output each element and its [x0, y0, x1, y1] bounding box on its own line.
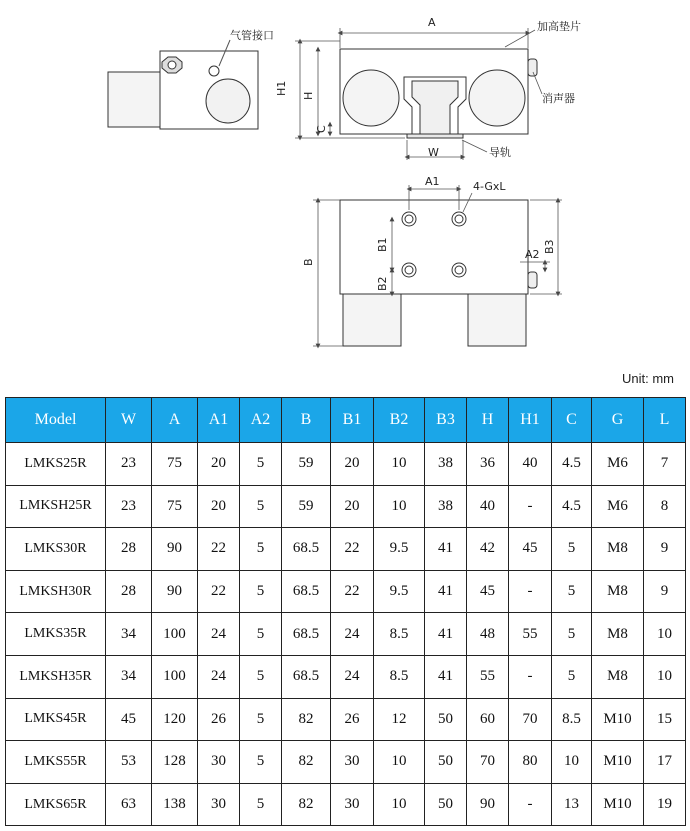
- table-cell: 5: [240, 443, 282, 486]
- table-cell: 60: [467, 698, 509, 741]
- table-cell: 23: [106, 485, 152, 528]
- table-cell: 42: [467, 528, 509, 571]
- table-cell: 9: [644, 570, 686, 613]
- table-cell: 10: [374, 783, 425, 826]
- column-header-g: G: [592, 398, 644, 443]
- table-cell: 45: [106, 698, 152, 741]
- table-cell: 5: [552, 570, 592, 613]
- column-header-w: W: [106, 398, 152, 443]
- table-cell: 70: [467, 741, 509, 784]
- table-cell: 40: [467, 485, 509, 528]
- table-cell: 22: [331, 570, 374, 613]
- dim-h-label: H: [302, 91, 315, 100]
- table-cell: 63: [106, 783, 152, 826]
- table-cell: 90: [467, 783, 509, 826]
- table-row: [6, 528, 686, 571]
- table-cell: 48: [467, 613, 509, 656]
- spacer-label: 加高垫片: [537, 20, 581, 33]
- column-header-b2: B2: [374, 398, 425, 443]
- side-view: [108, 40, 258, 129]
- table-cell: 5: [552, 528, 592, 571]
- table-cell: 10: [374, 443, 425, 486]
- table-cell: 59: [282, 443, 331, 486]
- table-cell: 20: [331, 485, 374, 528]
- column-header-b: B: [282, 398, 331, 443]
- table-cell: -: [509, 783, 552, 826]
- dim-c-label: C: [315, 125, 328, 133]
- table-cell: 5: [240, 485, 282, 528]
- table-cell: 68.5: [282, 613, 331, 656]
- table-cell: M6: [592, 443, 644, 486]
- dim-b-label: B: [302, 258, 315, 266]
- table-cell: 59: [282, 485, 331, 528]
- table-cell: 10: [374, 485, 425, 528]
- table-cell: 15: [644, 698, 686, 741]
- table-cell: M8: [592, 528, 644, 571]
- table-cell: 12: [374, 698, 425, 741]
- table-row: [6, 741, 686, 784]
- table-cell: 82: [282, 698, 331, 741]
- table-cell: 22: [198, 570, 240, 613]
- table-cell: 23: [106, 443, 152, 486]
- dim-a-label: A: [428, 16, 436, 29]
- table-cell: 45: [467, 570, 509, 613]
- table-row: [6, 613, 686, 656]
- dim-a1-label: A1: [425, 175, 440, 188]
- table-cell: 41: [425, 570, 467, 613]
- table-cell: 8.5: [552, 698, 592, 741]
- table-cell: 34: [106, 613, 152, 656]
- table-row: [6, 443, 686, 486]
- table-cell: 68.5: [282, 570, 331, 613]
- table-cell: 90: [152, 528, 198, 571]
- column-header-l: L: [644, 398, 686, 443]
- model-cell: LMKSH30R: [6, 570, 106, 613]
- model-cell: LMKS55R: [6, 741, 106, 784]
- table-cell: M10: [592, 783, 644, 826]
- table-row: [6, 698, 686, 741]
- front-view: [340, 49, 537, 138]
- table-cell: 8.5: [374, 613, 425, 656]
- table-cell: 68.5: [282, 528, 331, 571]
- table-cell: 8: [644, 485, 686, 528]
- table-cell: 9: [644, 528, 686, 571]
- table-cell: 53: [106, 741, 152, 784]
- top-view: [340, 200, 537, 346]
- column-header-b1: B1: [331, 398, 374, 443]
- table-cell: 80: [509, 741, 552, 784]
- table-cell: 50: [425, 741, 467, 784]
- model-cell: LMKSH25R: [6, 485, 106, 528]
- table-cell: 82: [282, 741, 331, 784]
- table-cell: 26: [331, 698, 374, 741]
- table-row: [6, 485, 686, 528]
- table-cell: 26: [198, 698, 240, 741]
- table-cell: 20: [331, 443, 374, 486]
- model-cell: LMKS25R: [6, 443, 106, 486]
- table-cell: 30: [331, 741, 374, 784]
- model-cell: LMKS65R: [6, 783, 106, 826]
- model-cell: LMKS45R: [6, 698, 106, 741]
- table-cell: 45: [509, 528, 552, 571]
- table-cell: 17: [644, 741, 686, 784]
- table-cell: 28: [106, 570, 152, 613]
- table-cell: M8: [592, 655, 644, 698]
- table-cell: 128: [152, 741, 198, 784]
- table-cell: 5: [240, 655, 282, 698]
- table-cell: 20: [198, 485, 240, 528]
- spec-table-body: [6, 443, 686, 826]
- air-port-label: 气管接口: [230, 29, 274, 42]
- table-cell: M10: [592, 698, 644, 741]
- table-cell: 41: [425, 613, 467, 656]
- table-cell: 100: [152, 613, 198, 656]
- table-cell: 41: [425, 528, 467, 571]
- model-cell: LMKS35R: [6, 613, 106, 656]
- table-cell: 34: [106, 655, 152, 698]
- table-cell: 5: [240, 741, 282, 784]
- table-cell: 9.5: [374, 570, 425, 613]
- table-cell: 10: [552, 741, 592, 784]
- table-cell: 28: [106, 528, 152, 571]
- dim-g-label: 4-GxL: [473, 180, 506, 193]
- table-cell: 10: [644, 655, 686, 698]
- table-cell: 13: [552, 783, 592, 826]
- table-cell: 5: [552, 613, 592, 656]
- table-cell: 4.5: [552, 485, 592, 528]
- dim-b2-label: B2: [376, 276, 389, 291]
- dim-w-label: W: [428, 146, 439, 159]
- table-cell: 100: [152, 655, 198, 698]
- table-cell: -: [509, 655, 552, 698]
- dim-a2-label: A2: [525, 248, 540, 261]
- table-cell: 41: [425, 655, 467, 698]
- table-cell: 22: [331, 528, 374, 571]
- table-cell: 24: [331, 613, 374, 656]
- table-cell: 55: [467, 655, 509, 698]
- table-cell: 5: [552, 655, 592, 698]
- column-header-a1: A1: [198, 398, 240, 443]
- table-cell: 50: [425, 698, 467, 741]
- table-cell: 50: [425, 783, 467, 826]
- table-cell: 7: [644, 443, 686, 486]
- column-header-model: Model: [6, 398, 106, 443]
- dim-h1-label: H1: [275, 80, 288, 96]
- table-cell: 5: [240, 570, 282, 613]
- muffler-label: 消声器: [542, 92, 575, 105]
- table-cell: 5: [240, 783, 282, 826]
- table-cell: -: [509, 485, 552, 528]
- table-cell: 24: [198, 613, 240, 656]
- spec-table-header: [6, 398, 686, 443]
- table-cell: 75: [152, 443, 198, 486]
- table-cell: 10: [644, 613, 686, 656]
- table-cell: 5: [240, 528, 282, 571]
- dim-b3-label: B3: [543, 239, 556, 254]
- column-header-c: C: [552, 398, 592, 443]
- table-row: [6, 783, 686, 826]
- table-cell: 38: [425, 485, 467, 528]
- table-cell: 36: [467, 443, 509, 486]
- table-cell: 40: [509, 443, 552, 486]
- column-header-a: A: [152, 398, 198, 443]
- table-cell: 30: [198, 783, 240, 826]
- table-cell: 55: [509, 613, 552, 656]
- table-cell: 38: [425, 443, 467, 486]
- column-header-h: H: [467, 398, 509, 443]
- table-cell: -: [509, 570, 552, 613]
- table-cell: 4.5: [552, 443, 592, 486]
- table-cell: M6: [592, 485, 644, 528]
- table-cell: 70: [509, 698, 552, 741]
- table-cell: 24: [331, 655, 374, 698]
- table-row: [6, 655, 686, 698]
- model-cell: LMKSH35R: [6, 655, 106, 698]
- rail-label: 导轨: [489, 146, 511, 159]
- table-cell: 10: [374, 741, 425, 784]
- technical-drawing: [0, 0, 690, 360]
- column-header-b3: B3: [425, 398, 467, 443]
- table-cell: 75: [152, 485, 198, 528]
- table-cell: 30: [198, 741, 240, 784]
- table-cell: 22: [198, 528, 240, 571]
- table-cell: 8.5: [374, 655, 425, 698]
- table-cell: M10: [592, 741, 644, 784]
- column-header-h1: H1: [509, 398, 552, 443]
- table-cell: 19: [644, 783, 686, 826]
- spec-table: [5, 397, 686, 826]
- table-cell: 90: [152, 570, 198, 613]
- column-header-a2: A2: [240, 398, 282, 443]
- model-cell: LMKS30R: [6, 528, 106, 571]
- table-cell: 24: [198, 655, 240, 698]
- table-cell: 20: [198, 443, 240, 486]
- table-cell: M8: [592, 570, 644, 613]
- table-cell: 30: [331, 783, 374, 826]
- table-cell: 68.5: [282, 655, 331, 698]
- dim-b1-label: B1: [376, 237, 389, 252]
- table-cell: 9.5: [374, 528, 425, 571]
- table-cell: 138: [152, 783, 198, 826]
- table-cell: 5: [240, 613, 282, 656]
- table-cell: 5: [240, 698, 282, 741]
- table-cell: 82: [282, 783, 331, 826]
- table-row: [6, 570, 686, 613]
- unit-label: Unit: mm: [622, 371, 674, 386]
- table-cell: 120: [152, 698, 198, 741]
- table-cell: M8: [592, 613, 644, 656]
